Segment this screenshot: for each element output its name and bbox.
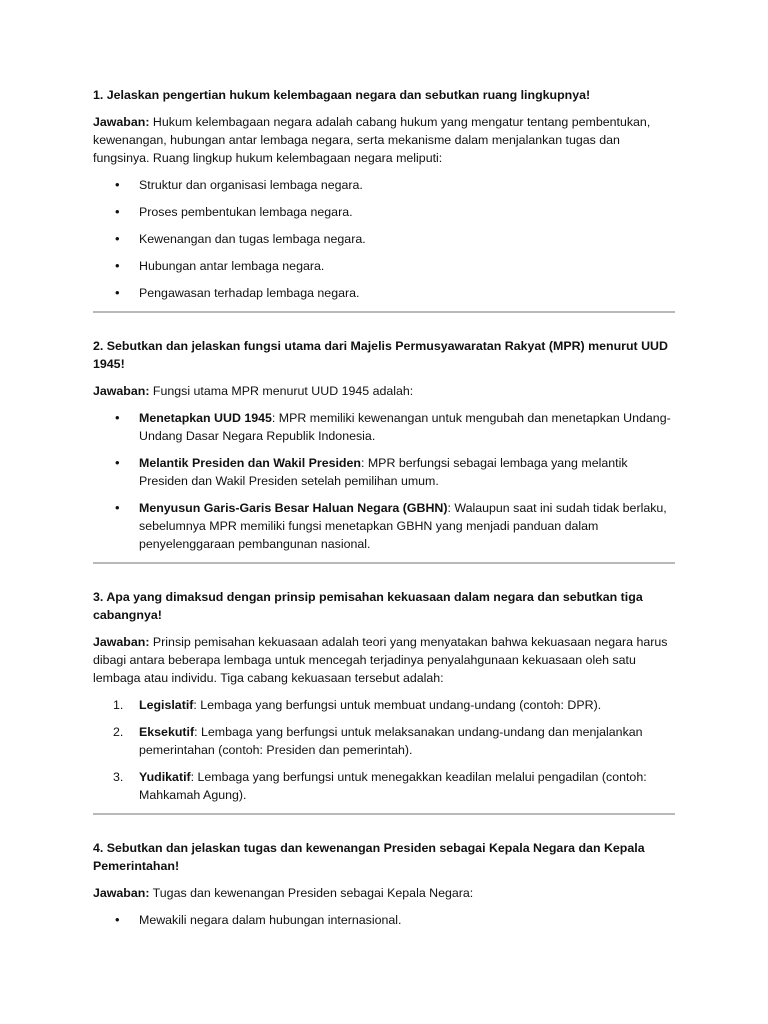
list-item-text: Pengawasan terhadap lembaga negara. xyxy=(139,286,360,300)
list-item-text: : Walaupun saat ini sudah tidak berlaku, sebelumnya MPR memiliki fungsi menetapkan GBHN yang menjadi panduan dalam penyelenggaraan pembangunan nasional. xyxy=(139,501,667,551)
list-item-term: Melantik Presiden dan Wakil Presiden xyxy=(139,456,361,470)
list-item-text: : MPR berfungsi sebagai lembaga yang melantik Presiden dan Wakil Presiden setelah pemilihan umum. xyxy=(139,456,628,488)
bullet-icon: • xyxy=(115,410,120,425)
bullet-icon: • xyxy=(115,231,120,246)
list-item-text: Proses pembentukan lembaga negara. xyxy=(139,205,353,219)
list-item xyxy=(93,723,675,759)
list-item-term: Legislatif xyxy=(139,698,194,712)
list-item xyxy=(93,176,675,194)
list-item-text: Kewenangan dan tugas lembaga negara. xyxy=(139,232,366,246)
question-4: 4. Sebutkan dan jelaskan tugas dan kewenangan Presiden sebagai Kepala Negara dan Kepala Pemerintahan! xyxy=(93,841,645,873)
bullet-icon: • xyxy=(115,204,120,219)
answer-4-list xyxy=(93,911,675,929)
section-3 xyxy=(93,588,675,815)
list-item-term: Menetapkan UUD 1945 xyxy=(139,411,272,425)
question-1: 1. Jelaskan pengertian hukum kelembagaan negara dan sebutkan ruang lingkupnya! xyxy=(93,88,591,102)
answer-label: Jawaban: xyxy=(93,886,150,900)
document-content xyxy=(93,86,675,938)
answer-label: Jawaban: xyxy=(93,115,150,129)
list-item-term: Eksekutif xyxy=(139,725,195,739)
list-item xyxy=(93,409,675,445)
list-item xyxy=(93,499,675,553)
list-number: 1. xyxy=(113,698,124,712)
bullet-icon: • xyxy=(115,177,120,192)
answer-label: Jawaban: xyxy=(93,635,150,649)
section-divider xyxy=(93,311,675,313)
section-1 xyxy=(93,86,675,313)
list-item-text: Hubungan antar lembaga negara. xyxy=(139,259,325,273)
list-item-term: Menyusun Garis-Garis Besar Haluan Negara (GBHN) xyxy=(139,501,448,515)
list-item-text: : MPR memiliki kewenangan untuk mengubah dan menetapkan Undang-Undang Dasar Negara Republik Indonesia. xyxy=(139,411,671,443)
list-item xyxy=(93,454,675,490)
list-item xyxy=(93,230,675,248)
question-2: 2. Sebutkan dan jelaskan fungsi utama dari Majelis Permusyawaratan Rakyat (MPR) menurut UUD 1945! xyxy=(93,339,668,371)
bullet-icon: • xyxy=(115,455,120,470)
question-3: 3. Apa yang dimaksud dengan prinsip pemisahan kekuasaan dalam negara dan sebutkan tiga cabangnya! xyxy=(93,590,643,622)
answer-1 xyxy=(93,113,675,167)
answer-text: Tugas dan kewenangan Presiden sebagai Kepala Negara: xyxy=(149,886,474,900)
bullet-icon: • xyxy=(115,912,120,927)
answer-text: Prinsip pemisahan kekuasaan adalah teori yang menyatakan bahwa kekuasaan negara harus dibagi antara beberapa lembaga untuk mencegah terjadinya penyalahgunaan kekuasaan oleh satu lembaga atau individu. Tiga cabang kekuasaan tersebut adalah: xyxy=(93,635,668,685)
list-number: 2. xyxy=(113,725,124,739)
answer-4 xyxy=(93,884,675,902)
answer-2-list xyxy=(93,409,675,553)
section-2 xyxy=(93,337,675,564)
list-item xyxy=(93,257,675,275)
list-item-text: : Lembaga yang berfungsi untuk menegakkan keadilan melalui pengadilan (contoh: Mahkamah Agung). xyxy=(139,770,647,802)
list-number: 3. xyxy=(113,770,124,784)
section-divider xyxy=(93,813,675,815)
bullet-icon: • xyxy=(115,258,120,273)
list-item-text: Mewakili negara dalam hubungan internasional. xyxy=(139,913,402,927)
answer-1-list xyxy=(93,176,675,302)
list-item-text: : Lembaga yang berfungsi untuk melaksanakan undang-undang dan menjalankan pemerintahan (contoh: Presiden dan pemerintah). xyxy=(139,725,643,757)
section-divider xyxy=(93,562,675,564)
list-item xyxy=(93,284,675,302)
list-item-text: Struktur dan organisasi lembaga negara. xyxy=(139,178,363,192)
answer-3-list xyxy=(93,696,675,804)
bullet-icon: • xyxy=(115,285,120,300)
list-item xyxy=(93,696,675,714)
answer-label: Jawaban: xyxy=(93,384,150,398)
list-item xyxy=(93,203,675,221)
answer-text: Fungsi utama MPR menurut UUD 1945 adalah: xyxy=(149,384,414,398)
answer-3 xyxy=(93,633,675,687)
section-4 xyxy=(93,839,675,929)
answer-2 xyxy=(93,382,675,400)
bullet-icon: • xyxy=(115,500,120,515)
answer-text: Hukum kelembagaan negara adalah cabang hukum yang mengatur tentang pembentukan, kewenangan, hubungan antar lembaga negara, serta mekanisme dalam menjalankan tugas dan fungsinya. Ruang lingkup hukum kelembagaan negara meliputi: xyxy=(93,115,651,165)
list-item xyxy=(93,911,675,929)
list-item-text: : Lembaga yang berfungsi untuk membuat undang-undang (contoh: DPR). xyxy=(193,698,602,712)
list-item-term: Yudikatif xyxy=(139,770,191,784)
list-item xyxy=(93,768,675,804)
